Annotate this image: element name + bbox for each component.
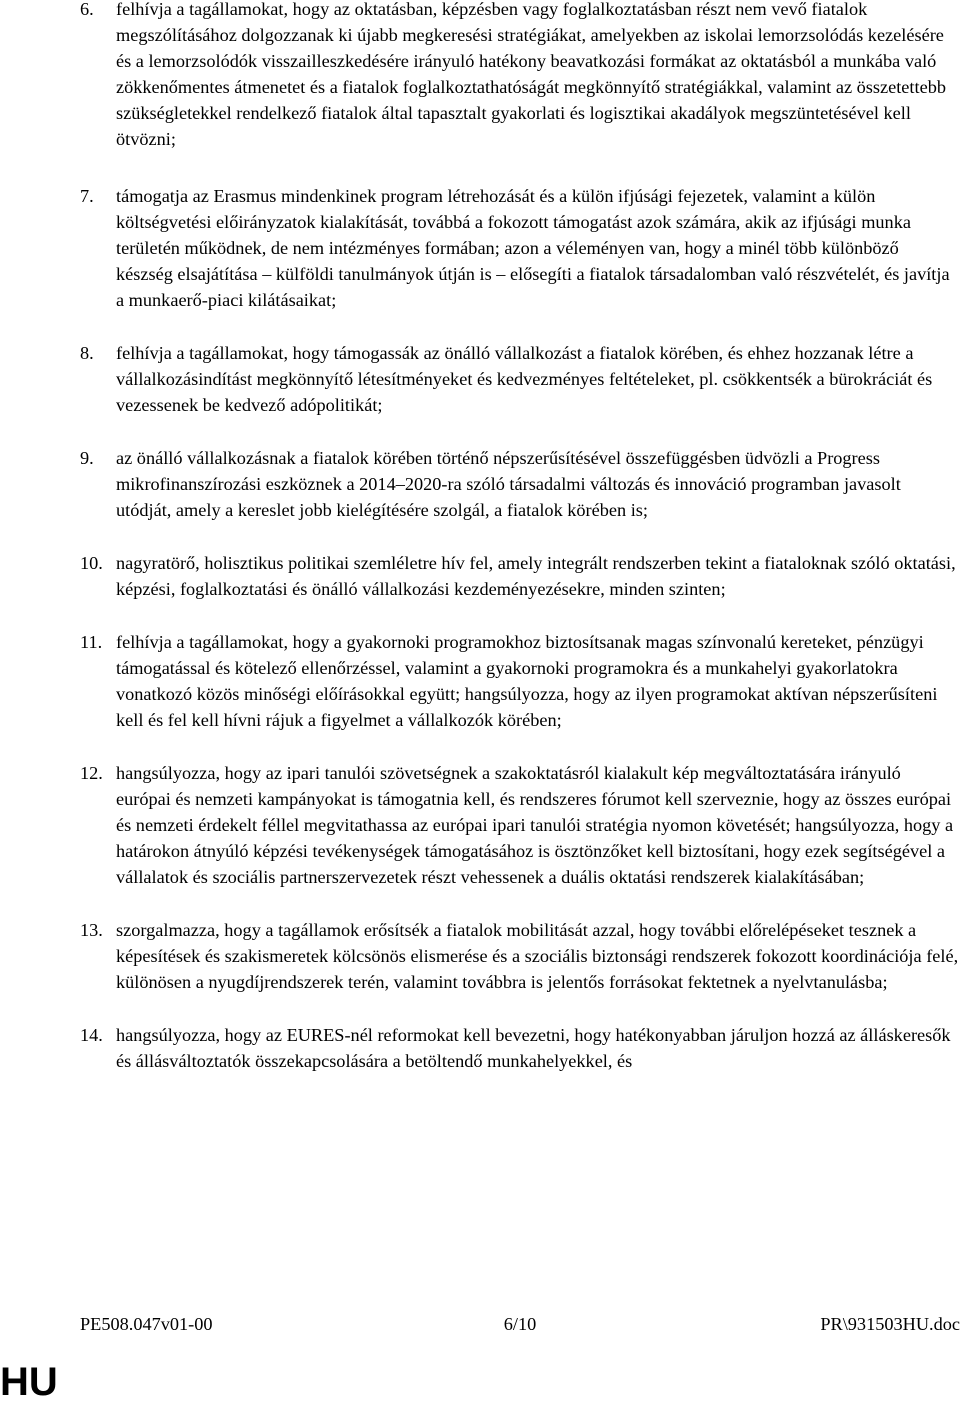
item-number: 14. — [80, 1025, 103, 1045]
page-number: 6/10 — [503, 1314, 537, 1334]
document-reference: PE508.047v01-00 — [80, 1314, 213, 1334]
list-item — [80, 760, 960, 890]
list-item — [80, 445, 960, 523]
item-number: 8. — [80, 343, 94, 363]
item-text: felhívja a tagállamokat, hogy támogassák az önálló vállalkozást a fiatalok körében, és ehhez hozzanak létre a vállalkozásindítást megkönnyítő létesítményeket és kedvezményes feltételeket, pl. csökkentsék a bürokráciát és vezessenek be kedvező adópolitikát; — [116, 343, 933, 415]
item-text: hangsúlyozza, hogy az ipari tanulói szövetségnek a szakoktatásról kialakult kép megváltoztatására irányuló európai és nemzeti kampányokat is támogatnia kell, és rendszeres fórumot kell szerveznie, hogy az összes európai és nemzeti érdekelt féllel megvitathassa az európai ipari tanulói stratégia nyomon követését; hangsúlyozza, hogy a határokon átnyúló képzési tevékenységek támogatásához is ösztönzőket kell biztosítani, hogy ezek segítségével a vállalatok és szociális partnerszervezetek részt vehessenek a duális oktatási rendszerek kialakításában; — [116, 763, 954, 887]
list-item — [80, 917, 960, 995]
item-text: az önálló vállalkozásnak a fiatalok körében történő népszerűsítésével összefüggésben üdvözli a Progress mikrofinanszírozási eszköznek a 2014–2020-ra szóló társadalmi változás és innováció programban javasolt utódját, amely a kereslet jobb kielégítésére szolgál, a fiatalok körében is; — [116, 448, 901, 520]
item-number: 13. — [80, 920, 103, 940]
item-text: hangsúlyozza, hogy az EURES-nél reformokat kell bevezetni, hogy hatékonyabban járuljon hozzá az álláskeresők és állásváltoztatók összekapcsolására a betöltendő munkahelyekkel, és — [116, 1025, 951, 1071]
page-footer — [80, 1311, 960, 1337]
document-filename: PR\931503HU.doc — [820, 1314, 960, 1334]
item-text: felhívja a tagállamokat, hogy a gyakornoki programokhoz biztosítsanak magas színvonalú kereteket, pénzügyi támogatással és kötelező ellenőrzéssel, valamint a gyakornoki programokra és a munkahelyi gyakorlatokra vonatkozó közös minőségi előírásokkal együtt; hangsúlyozza, hogy az ilyen programokat aktívan népszerűsíteni kell és fel kell hívni rájuk a figyelmet a vállalkozók körében; — [116, 632, 938, 730]
list-item — [80, 629, 960, 733]
item-text: támogatja az Erasmus mindenkinek program létrehozását és a külön ifjúsági fejezetek, valamint a külön költségvetési előirányzatok kialakítását, továbbá a fokozott támogatást azok számára, akik az ifjúsági munka területén működnek, de nem intézményes formában; azon a véleményen van, hogy a minél több különböző készség elsajátítása – külföldi tanulmányok útján is – elősegíti a fiatalok társadalomban való részvételét, és javítja a munkaerő-piaci kilátásaikat; — [116, 186, 950, 310]
list-item — [80, 340, 960, 418]
item-text: nagyratörő, holisztikus politikai szemléletre hív fel, amely integrált rendszerben tekint a fiataloknak szóló oktatási, képzési, foglalkoztatási és önálló vállalkozási kezdeményezésekre, minden szinten; — [116, 553, 956, 599]
item-number: 11. — [80, 632, 103, 652]
list-item — [80, 183, 960, 313]
paragraph-list — [80, 0, 960, 1101]
language-code: HU — [0, 1360, 58, 1404]
item-number: 9. — [80, 448, 94, 468]
item-number: 6. — [80, 0, 94, 19]
item-number: 10. — [80, 553, 103, 573]
list-item — [80, 0, 960, 152]
item-text: felhívja a tagállamokat, hogy az oktatásban, képzésben vagy foglalkoztatásban részt nem vevő fiatalok megszólításához dolgozzanak ki újabb megkeresési stratégiákat, amelyekben az iskolai lemorzsolódás kezelésére és a lemorzsolódók visszailleszkedésére irányuló hatékony beavatkozási formákat az oktatásból a munkába való zökkenőmentes átmenetet és a fiatalok foglalkoztathatóságát megkönnyítő stratégiákkal, valamint az összetettebb szükségletekkel rendelkező fiatalok által tapasztalt gyakorlati és logisztikai akadályok megszüntetésével kell ötvözni; — [116, 0, 946, 149]
item-number: 12. — [80, 763, 103, 783]
item-text: szorgalmazza, hogy a tagállamok erősítsék a fiatalok mobilitását azzal, hogy további előrelépéseket tesznek a képesítések és szakismeretek kölcsönös elismerése és a szociális biztonsági rendszerek fokozott koordinációja felé, különösen a nyugdíjrendszerek terén, valamint továbbra is jelentős forrásokat fektetnek a nyelvtanulásba; — [116, 920, 959, 992]
list-item — [80, 1022, 960, 1074]
item-number: 7. — [80, 186, 94, 206]
list-item — [80, 550, 960, 602]
